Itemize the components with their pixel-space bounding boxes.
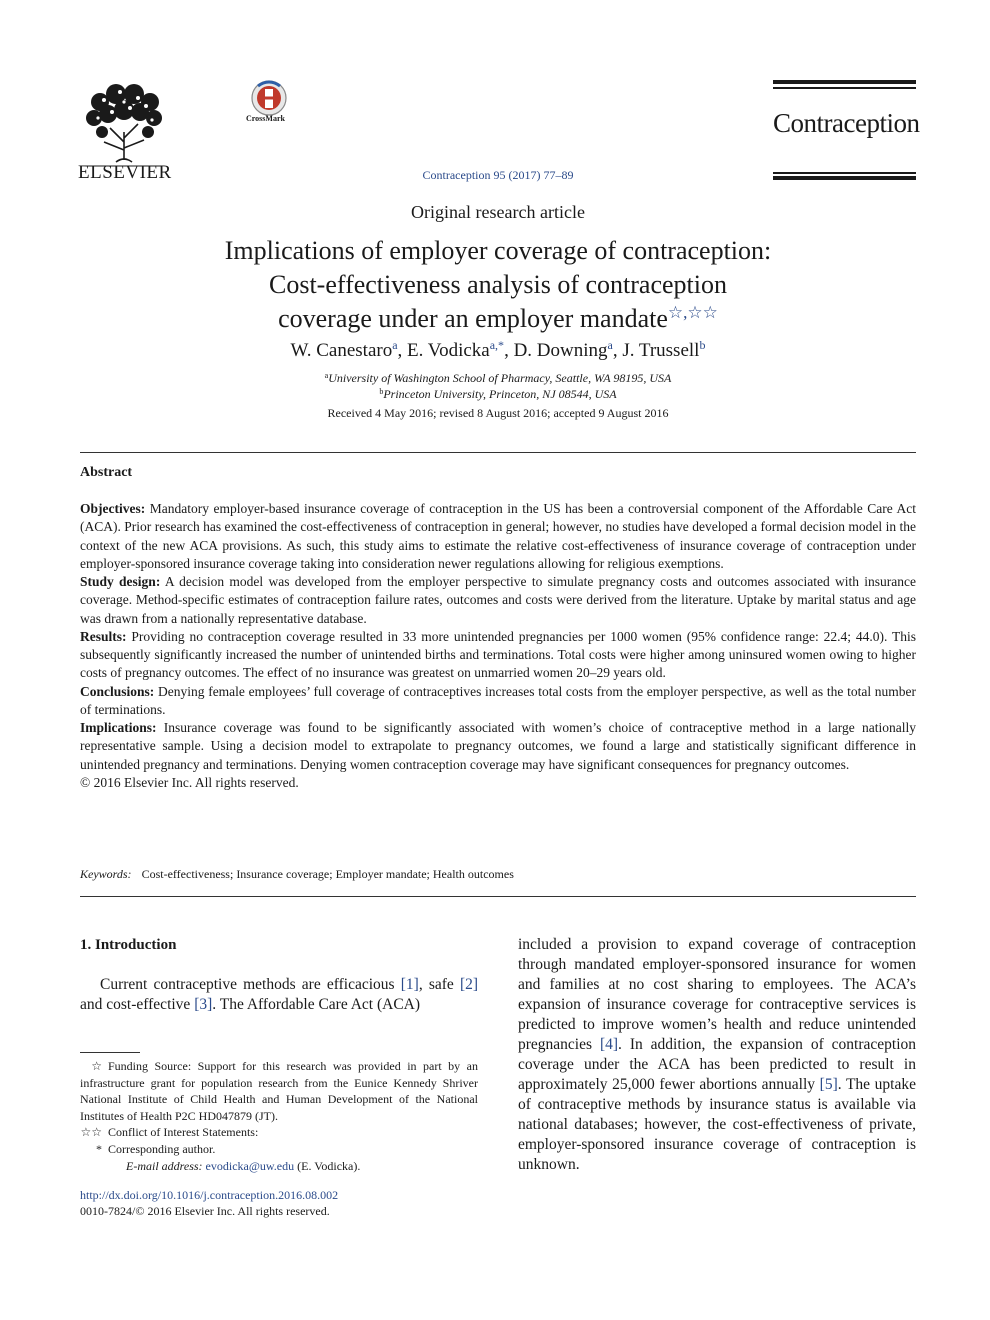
abstract-section <box>80 573 916 628</box>
body-text: Current contraceptive methods are efficacious <box>100 976 395 993</box>
author-separator: , <box>504 340 509 361</box>
reference-link[interactable]: [2] <box>459 976 479 993</box>
body-text: and cost-effective <box>80 996 191 1013</box>
body-column-left <box>80 975 478 1015</box>
footnote-email <box>80 1158 478 1175</box>
abstract-text: Mandatory employer-based insurance coverage of contraception in the US has been a controversial component of the Affordable Care Act (ACA). Prior research has examined the cost-effectiveness of contraception in general; however, no studies have developed a formal decision model in the context of the new ACA provisions. As such, this study aims to estimate the relative cost-effectiveness of insurance coverage of contraception under employer-sponsored insurance coverage taking into consideration newer regulations allowing for religious exemptions. <box>80 501 916 571</box>
reference-link[interactable]: [4] <box>599 1036 619 1053</box>
body-text: , safe <box>418 976 454 993</box>
keywords-label: Keywords: <box>80 867 132 881</box>
author-affil-mark[interactable]: a <box>607 338 613 352</box>
footnote-conflict <box>80 1124 478 1141</box>
abstract-heading: Abstract <box>80 465 133 480</box>
footnotes <box>80 1058 478 1174</box>
masthead-rule-bottom-thin <box>773 172 916 174</box>
journal-citation-link[interactable]: Contraception 95 (2017) 77–89 <box>422 168 574 182</box>
body-text: . The uptake of contraceptive methods by insurance status is available via national databases; however, the cost-effectiveness of private, employer-sponsored insurance coverage of contraception is unknown. <box>518 1076 917 1173</box>
reference-link[interactable]: [1] <box>400 976 419 993</box>
title-footnote-marks[interactable]: ☆,☆☆ <box>667 303 718 322</box>
abstract-section <box>80 628 916 683</box>
author-affil-mark[interactable]: a,* <box>489 338 505 352</box>
divider <box>80 452 916 453</box>
author-name: E. Vodicka <box>407 340 490 361</box>
body-text: . The Affordable Care Act (ACA) <box>212 996 421 1013</box>
keywords-text: Cost-effectiveness; Insurance coverage; Employer mandate; Health outcomes <box>141 867 514 881</box>
author-affil-mark[interactable]: a <box>392 338 398 352</box>
author-name: J. Trussell <box>622 340 700 361</box>
received-dates: Received 4 May 2016; revised 8 August 2016; accepted 9 August 2016 <box>327 406 669 420</box>
abstract-section <box>80 500 916 573</box>
affiliation-b <box>150 387 846 402</box>
title-line-3: coverage under an employer mandate <box>278 304 668 333</box>
abstract-copyright: © 2016 Elsevier Inc. All rights reserved. <box>80 774 299 790</box>
footnote-rule <box>80 1052 140 1053</box>
email-label: E-mail address: <box>126 1158 203 1173</box>
footnote-mark: ☆☆ <box>80 1125 102 1140</box>
body-text: included a provision to expand coverage of contraception through mandated employer-sponsored insurance for women and families at no cost sharing to employees. The ACA’s expansion of insurance coverage for contraceptive services is predicted to improve women’s health and reduce unintended pregnancies <box>518 936 916 1053</box>
reference-link[interactable]: [3] <box>194 996 213 1013</box>
abstract-section <box>80 719 916 774</box>
title-line-2: Cost-effectiveness analysis of contraception <box>269 270 727 299</box>
abstract-text: Insurance coverage was found to be significantly associated with women’s choice of contraceptive method in a large nationally representative sample. Using a decision model to extrapolate to pregnancy outcomes, we found a large and statistically significant difference in unintended pregnancy and terminations. Denying women contraception coverage may have significant consequences for pregnancy outcomes. <box>80 720 917 772</box>
footnote-mark: ☆ <box>91 1059 102 1073</box>
footnote-corresponding <box>80 1141 478 1158</box>
body-paragraph <box>80 975 478 1015</box>
abstract-label: Conclusions: <box>80 683 155 699</box>
doi-link[interactable]: http://dx.doi.org/10.1016/j.contraception.2016.08.002 <box>80 1188 339 1202</box>
footnote-text: Funding Source: Support for this research was provided in part by an infrastructure grant for population research from the Eunice Kennedy Shriver National Institute of Child Health and Human Development of the National Institutes of Health P2C HD047879 (JT). <box>80 1059 478 1123</box>
email-link[interactable]: evodicka@uw.edu <box>205 1158 295 1173</box>
affiliation-a <box>150 371 846 386</box>
affiliation-mark: b <box>379 387 384 396</box>
body-paragraph <box>518 935 916 1175</box>
article-type: Original research article <box>411 202 585 222</box>
keywords <box>80 867 916 882</box>
masthead-rule-bottom <box>773 176 916 180</box>
issn-copyright: 0010-7824/© 2016 Elsevier Inc. All rights reserved. <box>80 1204 330 1218</box>
abstract-text: A decision model was developed from the employer perspective to simulate pregnancy costs and outcomes associated with insurance coverage. Method-specific estimates of contraception failure rates, outcomes and costs were derived from the literature. Uptake by marital status and age was drawn from a nationally representative database. <box>80 574 916 626</box>
footnote-funding <box>80 1058 478 1124</box>
body-text: . In addition, the expansion of contraception coverage under the ACA has been predicted to result in approximately 25,000 fewer abortions annually <box>518 1036 917 1093</box>
abstract-text: Denying female employees’ full coverage of contraceptives increases total costs from the employer perspective, as well as the total number of terminations. <box>80 683 917 717</box>
abstract-label: Implications: <box>80 720 157 735</box>
footnote-mark: * <box>96 1141 102 1156</box>
affiliation-text: University of Washington School of Pharmacy, Seattle, WA 98195, USA <box>328 371 672 385</box>
email-suffix: (E. Vodicka). <box>297 1158 361 1173</box>
abstract-section <box>80 683 916 720</box>
author-separator: , <box>397 340 403 361</box>
body-column-right <box>518 935 916 1175</box>
abstract-label: Results: <box>80 628 127 644</box>
footnote-text: Conflict of Interest Statements: <box>108 1125 259 1140</box>
footnote-text: Corresponding author. <box>108 1141 216 1156</box>
author-affil-mark[interactable]: b <box>699 338 706 352</box>
title-line-1: Implications of employer coverage of contraception: <box>224 236 772 265</box>
affiliation-text: Princeton University, Princeton, NJ 08544, USA <box>383 387 617 401</box>
abstract-label: Study design: <box>80 574 161 589</box>
abstract-label: Objectives: <box>80 501 146 516</box>
divider <box>80 896 916 897</box>
section-heading: 1. Introduction <box>80 937 177 953</box>
author-name: D. Downing <box>513 340 608 361</box>
article-title <box>150 234 846 336</box>
masthead-rule-top <box>773 80 916 84</box>
crossmark-label: CrossMark <box>246 114 285 123</box>
affiliation-mark: a <box>324 371 329 380</box>
abstract-text: Providing no contraception coverage resulted in 33 more unintended pregnancies per 1000 women (95% confidence range: 22.4; 44.0). This subsequently significantly increased the number of unintended births and terminations. Total costs were higher among uninsured women owing to higher costs of pregnancy outcomes. The effect of no insurance was greatest on unmarried women 20–29 years old. <box>80 628 917 681</box>
author-separator: , <box>612 340 618 361</box>
reference-link[interactable]: [5] <box>819 1076 838 1093</box>
publisher-name: ELSEVIER <box>78 162 172 183</box>
journal-name: Contraception <box>773 108 920 138</box>
author-name: W. Canestaro <box>290 340 393 361</box>
author-list <box>150 340 846 362</box>
abstract-body <box>80 500 916 792</box>
masthead-rule-top-thin <box>773 87 916 89</box>
